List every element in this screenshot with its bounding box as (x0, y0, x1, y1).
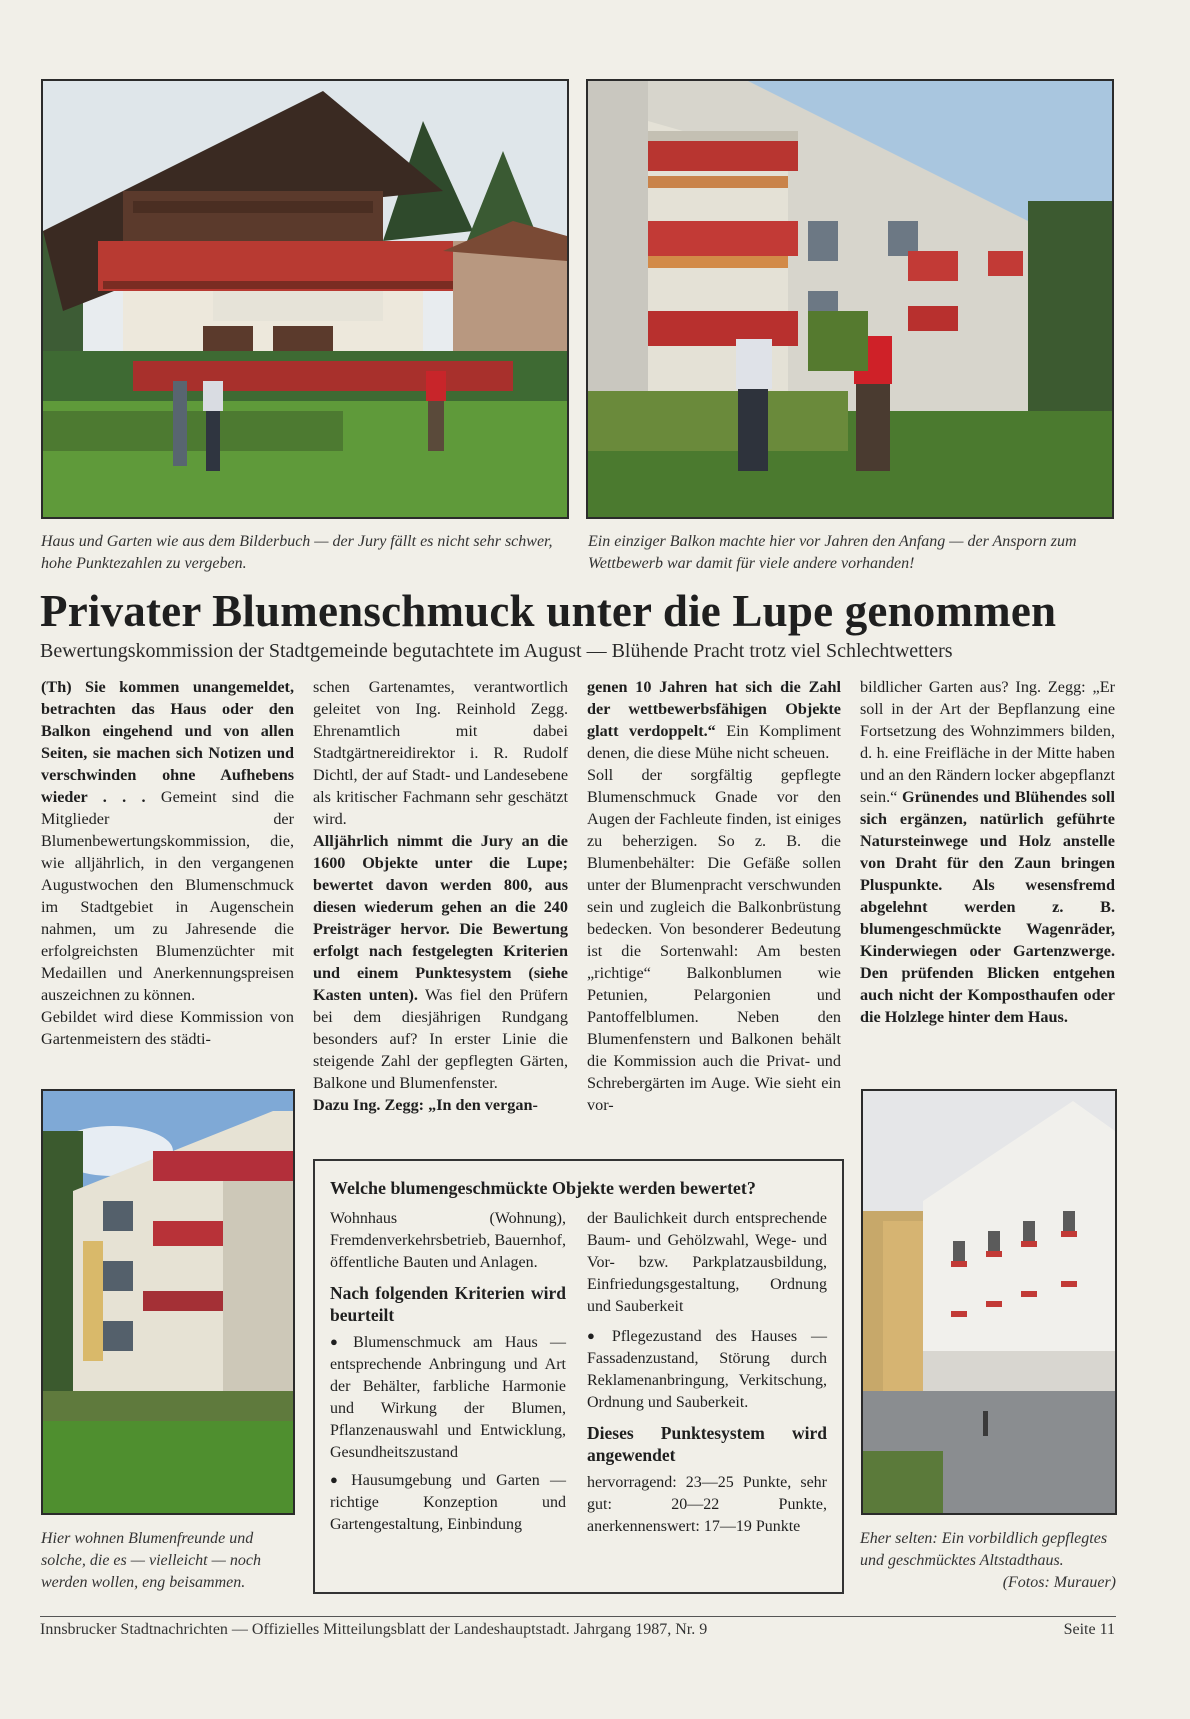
photo-apartment-block (41, 1089, 295, 1515)
col2-bold2: Dazu Ing. Zegg: „In den vergan- (313, 1096, 538, 1114)
photo-apartment-balconies (586, 79, 1114, 519)
photo-chalet-garden (41, 79, 569, 519)
footer-rule (40, 1616, 1116, 1617)
infobox-objects: Wohnhaus (Wohnung), Fremdenverkehrsbetrieb, Bauernhof, öffentliche Bauten und Anlagen. (330, 1210, 566, 1271)
lead-text: Gemeint sind die Mitglieder der Blumenbewertungskommission, die, wie alljährlich, in den vergangenen Augustwochen den Blumenschmuck im Stadtgebiet in Augenschein nahmen, um zu Jahresende die erfolgreichsten Blumenzüchter mit Medaillen und Anerkennungspreisen auszeichnen zu können. (41, 788, 295, 1004)
col3-text2: Soll der sorgfältig gepflegte Blumenschmuck Gnade vor den Augen der Fachleute finden, ist einiges zu beherzigen. So z. B. die Blumenbehälter: Die Gefäße sollen unter der Blumenpracht verschwunden sein und zugleich die Balkonbrüstung bedecken. Von besonderer Bedeutung ist die Sortenwahl: Am besten „richtige“ Balkonblumen wie Petunien, Pelargonien und Pantoffelblumen. Neben den Blumenfenstern und Balkonen behält die Kommission auch die Privat- und Schrebergärten im Auge. Wie sieht ein vor- (587, 766, 841, 1114)
col4-text1: bildlicher Garten aus? Ing. Zegg: „Er soll in der Art der Bepflanzung eine Fortsetzung des Wohnzimmers bilden, d. h. eine Freifläche in der Mitte haben und an den Rändern locker abgepflanzt sein.“ (860, 678, 1115, 806)
photo-old-town-house (861, 1089, 1117, 1515)
infobox-points: hervorragend: 23—25 Punkte, sehr gut: 20—22 Punkte, anerkennenswert: 17—19 Punkte (587, 1474, 827, 1535)
criteria-item-2-start: ● Hausumgebung und Garten — richtige Konzeption und Gartengestaltung, Einbindung (330, 1470, 566, 1536)
article-column-4 (860, 676, 1115, 1028)
article-headline: Privater Blumenschmuck unter die Lupe genommen (40, 586, 1057, 636)
criteria-info-box (313, 1159, 844, 1594)
footer-publication: Innsbrucker Stadtnachrichten — Offizielles Mitteilungsblatt der Landeshauptstadt. Jahrgang 1987, Nr. 9 (40, 1621, 708, 1638)
infobox-column-left (330, 1208, 566, 1536)
article-subheadline: Bewertungskommission der Stadtgemeinde begutachtete im August — Blühende Pracht trotz viel Schlechtwetters (40, 640, 953, 662)
photo-credit: (Fotos: Murauer) (1002, 1574, 1116, 1591)
infobox-column-right (587, 1208, 827, 1538)
caption-bottom-right (860, 1528, 1116, 1594)
caption-bottom-right-text: Eher selten: Ein vorbildlich gepflegtes und geschmücktes Altstadthaus. (860, 1530, 1108, 1569)
caption-bottom-left: Hier wohnen Blumenfreunde und solche, die es — vielleicht — noch werden wollen, eng beisammen. (41, 1530, 261, 1591)
lead-bold: (Th) Sie kommen unangemeldet, betrachten das Haus oder den Balkon eingehend und von allen Seiten, sie machen sich Notizen und verschwinden ohne Aufhebens wieder . . . (41, 678, 294, 806)
footer-page-number: Seite 11 (1063, 1621, 1115, 1638)
criteria-item-3: ● Pflegezustand des Hauses — Fassadenzustand, Störung durch Reklamenanbringung, Verkitschung, Ordnung und Sauberkeit. (587, 1326, 827, 1414)
col4-bold1: Grünendes und Blühendes soll sich ergänzen, natürlich geführte Natursteinwege und Holz anstelle von Draht für den Zaun bringen Pluspunkte. Als wesensfremd abgelehnt werden z. B. blumengeschmückte Wagenräder, Kinderwiegen oder Gartenzwerge. Den prüfenden Blicken entgehen auch nicht der Komposthaufen oder die Holzlege hinter dem Haus. (860, 788, 1116, 1026)
col2-bold1: Alljährlich nimmt die Jury an die 1600 Objekte unter die Lupe; bewertet davon werden 800, aus diesen wiederum gehen an die 240 Preisträger hervor. Die Bewertung erfolgt nach festgelegten Kriterien und einem Punktesystem (siehe Kasten unten). (313, 832, 568, 1004)
caption-top-left: Haus und Garten wie aus dem Bilderbuch — der Jury fällt es nicht sehr schwer, hohe Punktezahlen zu vergeben. (41, 533, 553, 572)
col2-text1: schen Gartenamtes, verantwortlich geleitet von Ing. Reinhold Zegg. Ehrenamtlich mit dabei Stadtgärtnereidirektor i. R. Rudolf Dichtl, der auf Stadt- und Landesebene als kritischer Fachmann sehr geschätzt wird. (313, 678, 568, 828)
caption-top-right: Ein einziger Balkon machte hier vor Jahren den Anfang — der Ansporn zum Wettbewerb war damit für viele andere vorhanden! (588, 533, 1077, 572)
col2-text2: Was fiel den Prüfern bei dem diesjährigen Rundgang besonders auf? In erster Linie die steigende Zahl der gepflegten Gärten, Balkone und Blumenfenster. (313, 986, 568, 1092)
article-column-2 (313, 676, 568, 1116)
col1-para2: Gebildet wird diese Kommission von Gartenmeistern des städti- (41, 1008, 294, 1048)
article-column-1 (41, 676, 294, 1050)
infobox-points-heading: Dieses Punktesystem wird angewendet (587, 1423, 827, 1465)
article-column-3 (587, 676, 841, 1116)
infobox-title: Welche blumengeschmückte Objekte werden bewertet? (330, 1178, 756, 1198)
infobox-criteria-heading: Nach folgenden Kriterien wird beurteilt (330, 1283, 566, 1325)
col3-bold1: genen 10 Jahren hat sich die Zahl der wettbewerbsfähigen Objekte glatt verdoppelt.“ (587, 678, 841, 740)
criteria-item-2-continued: der Baulichkeit durch entsprechende Baum- und Gehölzwahl, Wege- und Vor- bzw. Parkplatzausbildung, Einfriedungsgestaltung, Ordnung und Sauberkeit (587, 1210, 827, 1315)
criteria-item-1: ● Blumenschmuck am Haus — entsprechende Anbringung und Art der Behälter, farbliche Harmonie und Wirkung der Blumen, Pflanzenauswahl und Entwicklung, Gesundheitszustand (330, 1332, 566, 1464)
col3-text1: Ein Kompliment denen, die diese Mühe nicht scheuen. (587, 722, 842, 762)
